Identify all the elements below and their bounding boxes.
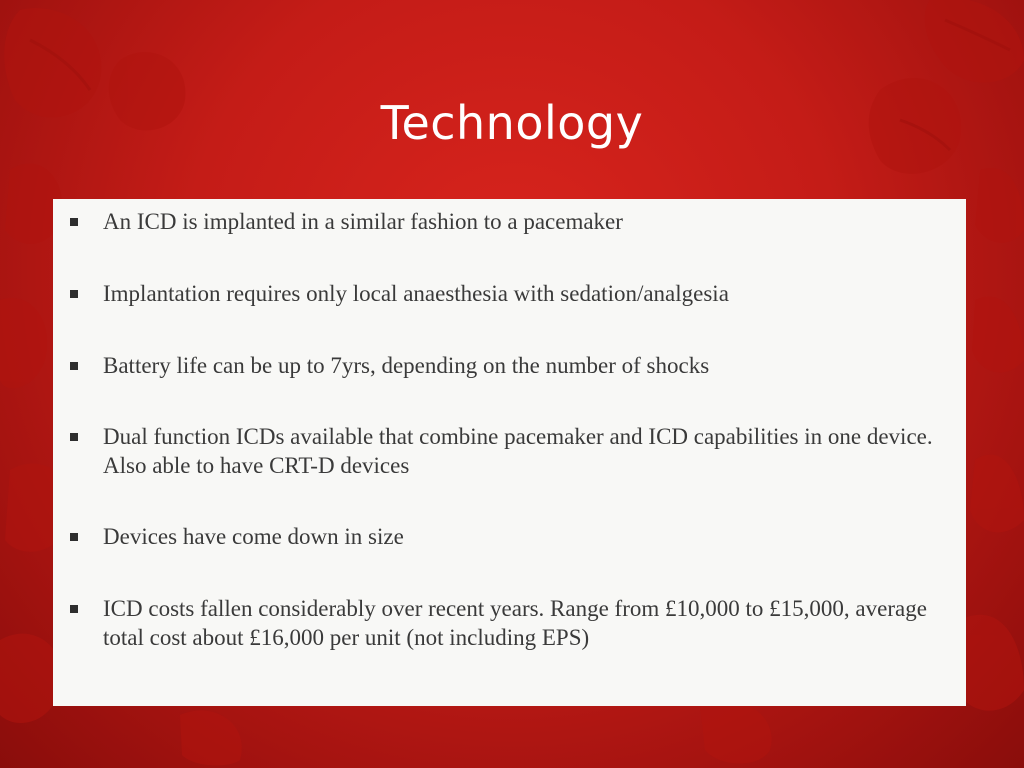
bullet-text: Battery life can be up to 7yrs, depending on the number of shocks bbox=[103, 353, 710, 378]
list-item bbox=[69, 207, 946, 236]
bullet-text: Devices have come down in size bbox=[103, 524, 404, 549]
square-bullet-icon bbox=[70, 290, 78, 298]
list-item bbox=[69, 522, 946, 551]
bullet-text: An ICD is implanted in a similar fashion to a pacemaker bbox=[103, 209, 623, 234]
bullet-text: Implantation requires only local anaesthesia with sedation/analgesia bbox=[103, 281, 729, 306]
bullet-text: Dual function ICDs available that combine pacemaker and ICD capabilities in one device. Also able to have CRT-D devices bbox=[103, 424, 933, 478]
square-bullet-icon bbox=[70, 533, 78, 541]
list-item bbox=[69, 279, 946, 308]
list-item bbox=[69, 422, 946, 480]
square-bullet-icon bbox=[70, 433, 78, 441]
bullet-list bbox=[69, 207, 946, 652]
square-bullet-icon bbox=[70, 218, 78, 226]
slide-title: Technology bbox=[380, 96, 644, 150]
square-bullet-icon bbox=[70, 605, 78, 613]
square-bullet-icon bbox=[70, 362, 78, 370]
list-item bbox=[69, 594, 946, 652]
bullet-text: ICD costs fallen considerably over recent years. Range from £10,000 to £15,000, average total cost about £16,000 per unit (not including EPS) bbox=[103, 596, 927, 650]
content-panel bbox=[53, 199, 966, 706]
list-item bbox=[69, 351, 946, 380]
